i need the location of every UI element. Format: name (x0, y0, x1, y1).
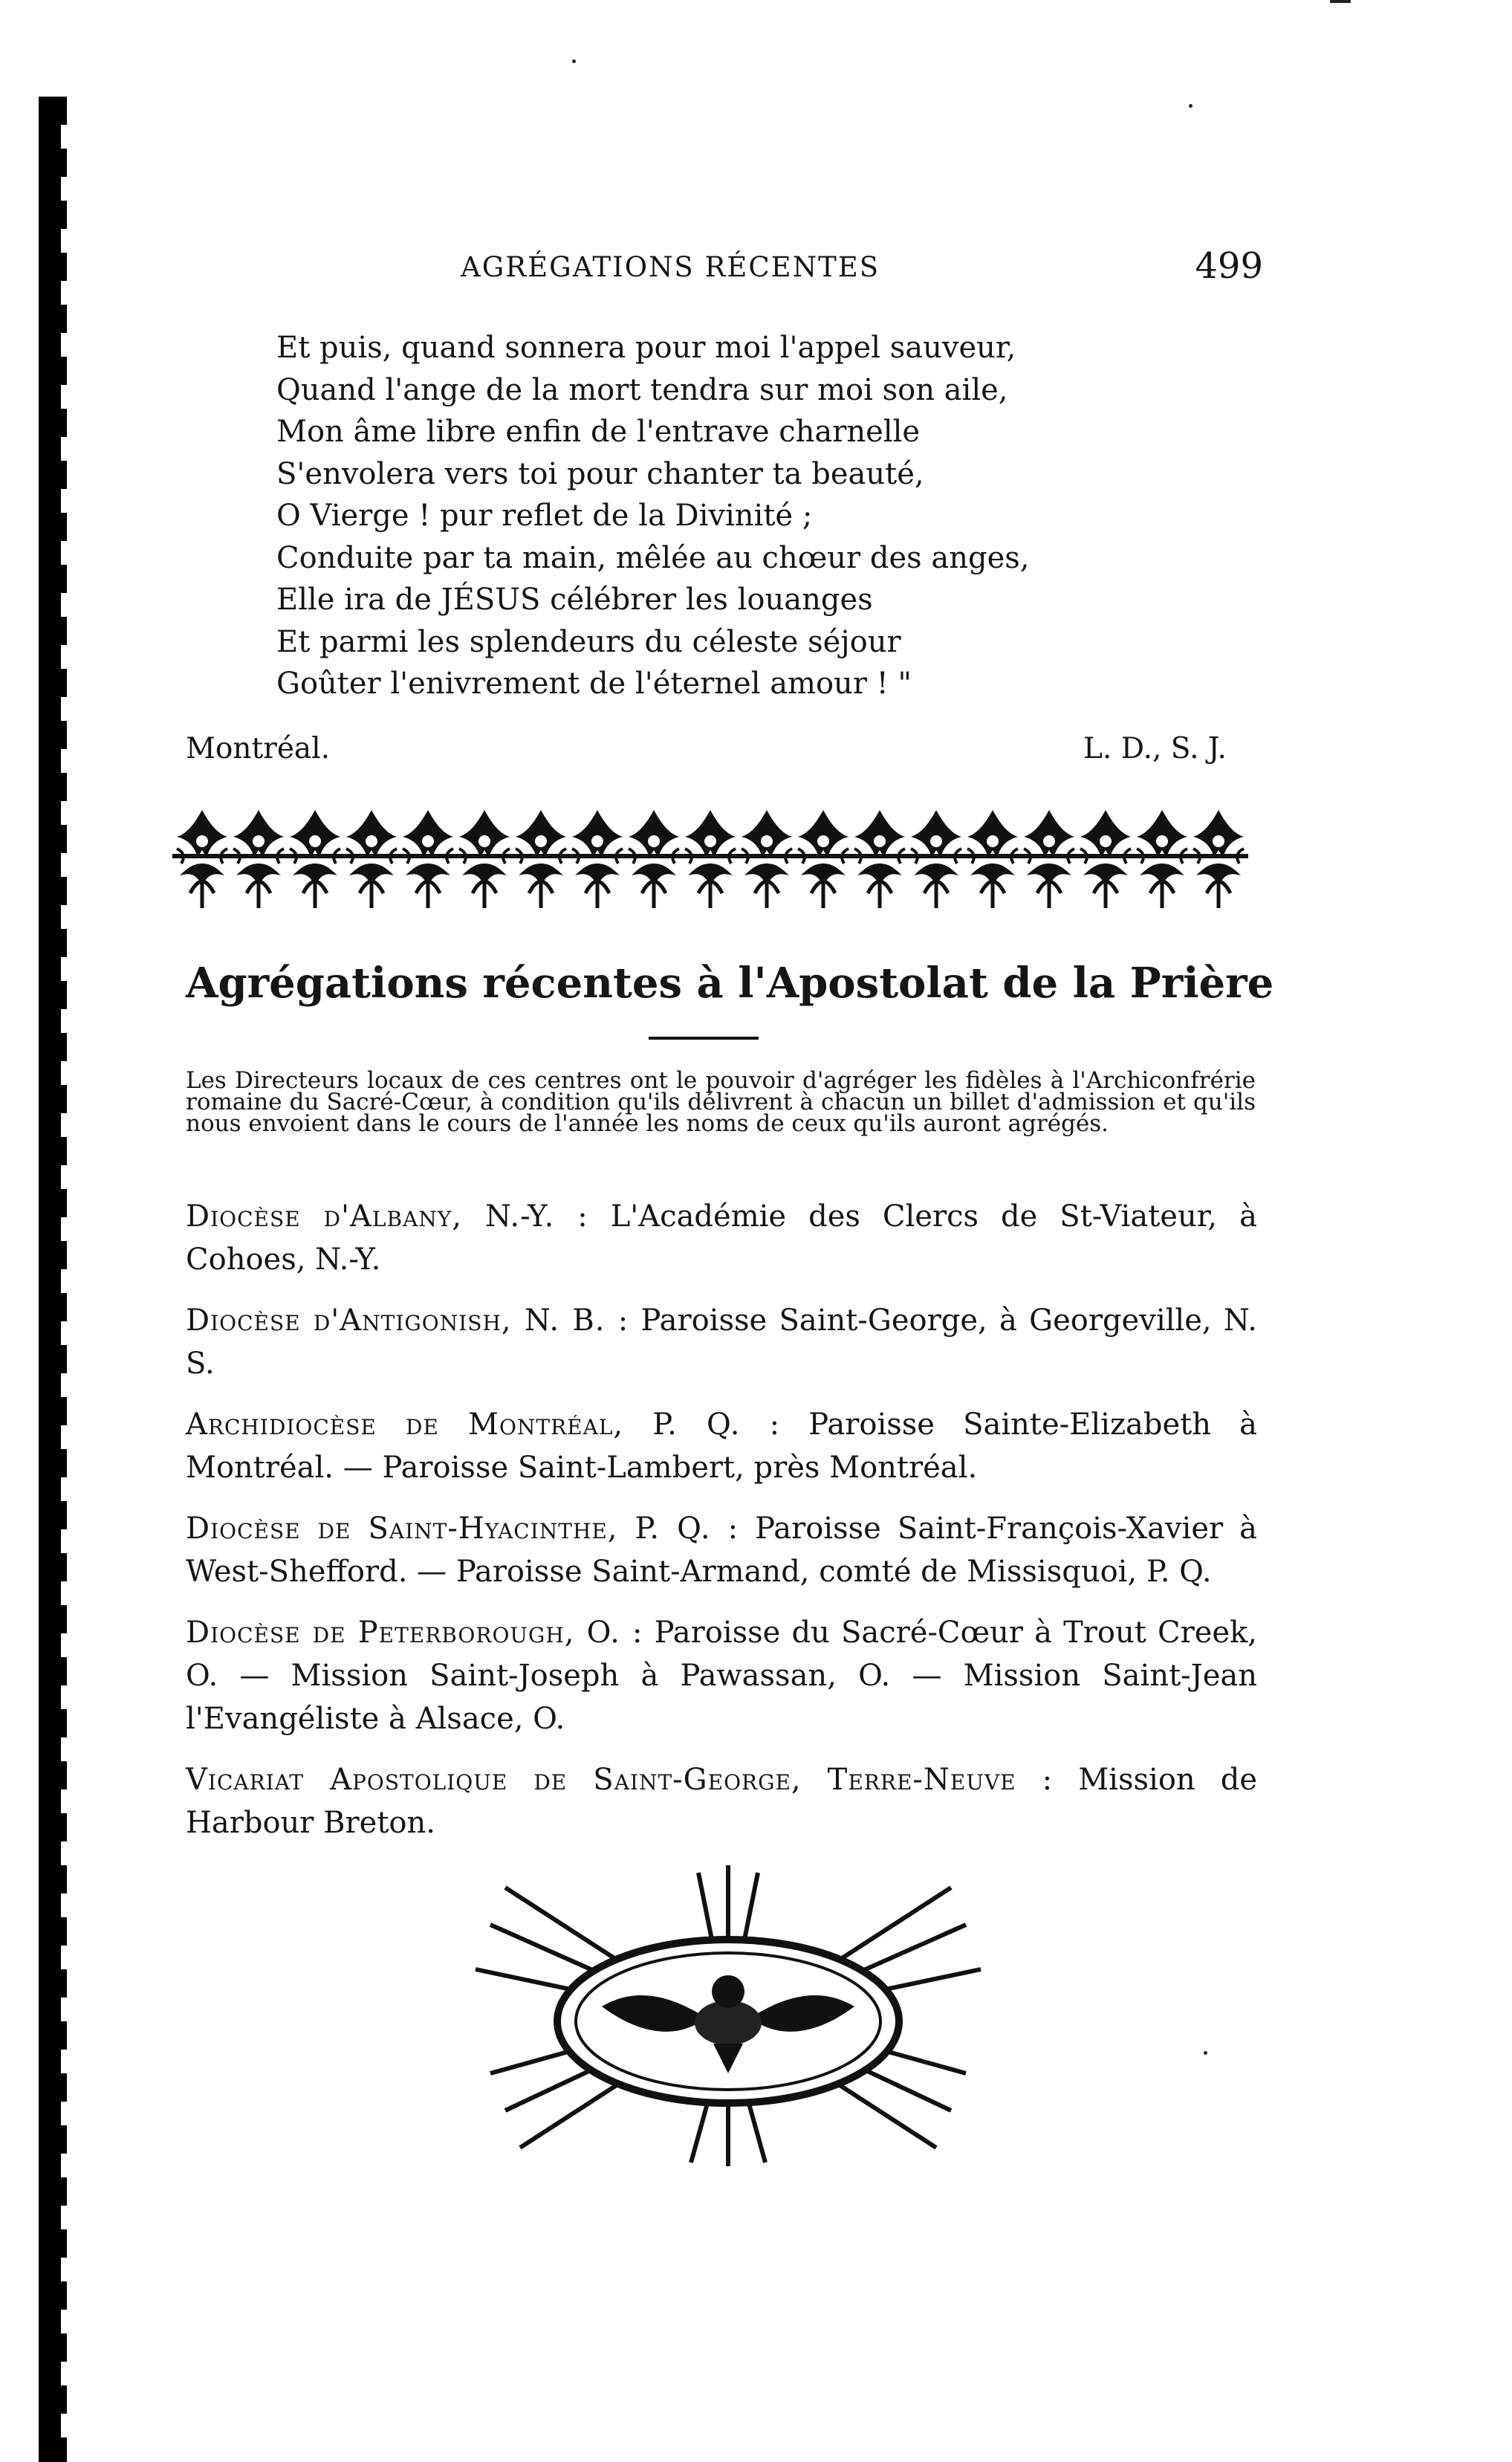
fleuron-ornament-icon (172, 804, 1256, 916)
scan-speck (1189, 104, 1193, 108)
scan-speck (1204, 2051, 1207, 2055)
section-title: Agrégations récentes à l'Apostolat de la Prière (186, 959, 1274, 1008)
poem-line: Et puis, quand sonnera pour moi l'appel sauveur, (276, 331, 1016, 365)
poem-line: Mon âme libre enfin de l'entrave charnelle (276, 415, 921, 449)
title-rule (649, 1037, 759, 1040)
entry-text: Paroisse du Sacré-Cœur à Trout Creek, O. — Mission Saint-Joseph à Pawassan, O. — Mission Saint-Jean l'Evangéliste à Alsace, O. (186, 1616, 1258, 1736)
agregation-entry (186, 1403, 1257, 1489)
diocese-name: Diocèse de Peterborough, O. : (186, 1616, 643, 1650)
running-head: AGRÉGATIONS RÉCENTES (461, 251, 880, 283)
entry-text: Paroisse Saint-François-Xavier à West-Shefford. — Paroisse Saint-Armand, comté de Missisquoi, P. Q. (186, 1512, 1257, 1589)
entry-text: Mission de Harbour Breton. (186, 1763, 1257, 1840)
poem-line: Elle ira de JÉSUS célébrer les louanges (276, 583, 873, 617)
page-number: 499 (1195, 245, 1263, 287)
agregation-entry (186, 1611, 1257, 1740)
holy-spirit-dove-emblem-icon (446, 1858, 1010, 2170)
diocese-name: Diocèse d'Antigonish, N. B. : (186, 1303, 629, 1338)
poem-line: Et parmi les splendeurs du céleste séjour (276, 624, 901, 659)
entry-text: Paroisse Saint-George, à Georgeville, N. S. (186, 1303, 1258, 1381)
page-binding-edge (39, 97, 61, 2462)
diocese-name: Diocèse d'Albany, N.-Y. : (186, 1199, 588, 1234)
diocese-name: Vicariat Apostolique de Saint-George, Terre-Neuve : (186, 1763, 1054, 1797)
poem-line: Goûter l'enivrement de l'éternel amour ! " (276, 667, 912, 701)
agregation-list (186, 1195, 1257, 1862)
signature-author: L. D., S. J. (1083, 732, 1227, 765)
agregation-entry (186, 1195, 1257, 1281)
diocese-name: Archidiocèse de Montréal, P. Q. : (186, 1407, 781, 1442)
entry-text: Paroisse Sainte-Elizabeth à Montréal. — Paroisse Saint-Lambert, près Montréal. (186, 1407, 1258, 1485)
agregation-entry (186, 1758, 1257, 1844)
scan-speck (572, 59, 576, 63)
page-header (178, 245, 1263, 297)
scan-mark (1330, 0, 1351, 3)
section-intro: Les Directeurs locaux de ces centres ont le pouvoir d'agréger les fidèles à l'Archiconfrérie romaine du Sacré-Cœur, à condition qu'ils délivrent à chacun un billet d'admission et qu'ils nous envoient dans le cours de l'année les noms de ceux qu'ils auront agrégés. (186, 1067, 1256, 1137)
entry-text: L'Académie des Clercs de St-Viateur, à Cohoes, N.-Y. (186, 1199, 1257, 1277)
signature-place: Montréal. (186, 732, 331, 765)
agregation-entry (186, 1299, 1257, 1385)
diocese-name: Diocèse de Saint-Hyacinthe, P. Q. : (186, 1512, 739, 1546)
poem-line: S'envolera vers toi pour chanter ta beauté, (276, 456, 924, 491)
poem-line: O Vierge ! pur reflet de la Divinité ; (276, 499, 813, 533)
poem-line: Quand l'ange de la mort tendra sur moi son aile, (276, 372, 1008, 407)
poem-line: Conduite par ta main, mêlée au chœur des anges, (276, 540, 1030, 575)
poem (276, 327, 1257, 705)
agregation-entry (186, 1507, 1257, 1593)
